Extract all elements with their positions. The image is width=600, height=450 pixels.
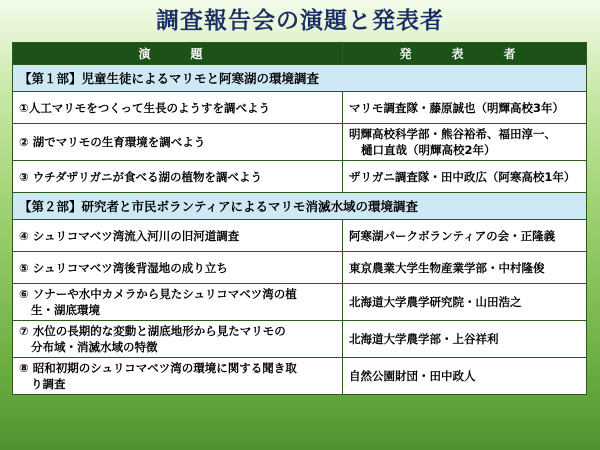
talk-presenter: 阿寒湖パークボランティアの会・正隆義 [343,220,587,252]
talk-title-line: ⑦ 水位の長期的な変動と湖底地形から見たマリモの [19,324,286,338]
table-row [13,358,587,395]
program-table [12,42,587,395]
talk-presenter-line: 明輝高校科学部・熊谷裕希、福田淳一、 [349,127,556,141]
section-heading-text: 【第２部】研究者と市民ボランティアによるマリモ消滅水域の環境調査 [13,193,587,220]
talk-presenter: 自然公園財団・田中政人 [343,358,587,395]
talk-title-line: ⑥ ソナーや水中カメラから見たシュリコマベツ湾の植 [19,287,297,301]
talk-presenter: 北海道大学農学研究院・山田浩之 [343,284,587,321]
talk-presenter: ザリガニ調査隊・田中政広（阿寒高校1年） [343,161,587,193]
slide-title: 調査報告会の演題と発表者 [156,8,444,34]
talk-presenter: マリモ調査隊・藤原誠也（明輝高校3年） [343,92,587,124]
section-heading-part1 [13,65,587,92]
talk-title: ③ ウチダザリガニが食べる湖の植物を調べよう [13,161,343,193]
talk-title: ④ シュリコマベツ湾流入河川の旧河道調査 [13,220,343,252]
talk-title: ② 湖でマリモの生育環境を調べよう [13,124,343,161]
talk-title-line: 生・湖底環境 [31,303,100,317]
talk-title-line: ⑧ 昭和初期のシュリコマベツ湾の環境に関する聞き取 [19,361,297,375]
header-title: 演 題 [13,43,343,65]
talk-title [13,358,343,395]
table-row [13,124,587,161]
talk-title-line: 分布域・消滅水域の特徴 [31,340,158,354]
talk-title: ⑤ シュリコマベツ湾後背湿地の成り立ち [13,252,343,284]
talk-presenter: 東京農業大学生物産業学部・中村隆俊 [343,252,587,284]
table-row [13,252,587,284]
table-row [13,284,587,321]
table-row [13,220,587,252]
section-heading-part2 [13,193,587,220]
talk-title: ①人工マリモをつくって生長のようすを調べよう [13,92,343,124]
talk-title [13,284,343,321]
section-heading-text: 【第１部】児童生徒によるマリモと阿寒湖の環境調査 [13,65,587,92]
table-header-row [13,43,587,65]
table-row [13,92,587,124]
talk-title [13,321,343,358]
talk-title-line: り調査 [31,377,66,391]
talk-presenter [343,124,587,161]
talk-presenter-line: 樋口直哉（明輝高校2年） [361,143,496,157]
table-row [13,161,587,193]
table-row [13,321,587,358]
header-presenter: 発 表 者 [343,43,587,65]
talk-presenter: 北海道大学農学部・上谷祥利 [343,321,587,358]
